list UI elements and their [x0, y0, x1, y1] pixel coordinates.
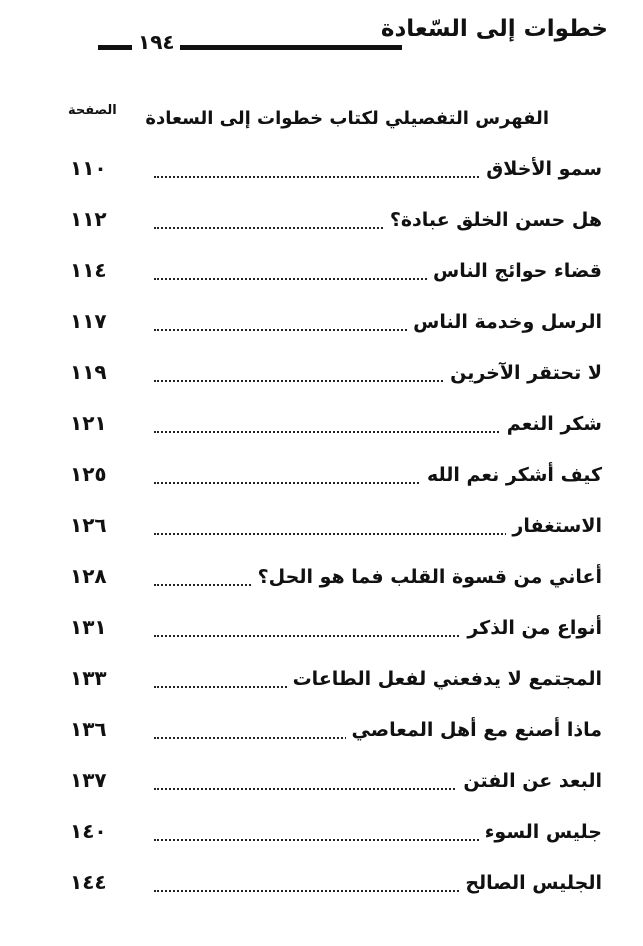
toc-entry-title: كيف أشكر نعم الله — [421, 464, 602, 486]
toc-entry-title: لا تحتقر الآخرين — [444, 362, 602, 384]
toc-entry-title: أنواع من الذكر — [461, 617, 602, 639]
toc-entry-title: هل حسن الخلق عبادة؟ — [384, 209, 602, 231]
toc-entry — [62, 813, 602, 864]
toc-list — [62, 150, 602, 915]
toc-entry — [62, 303, 602, 354]
running-header — [98, 14, 610, 54]
page-number: ١٩٤ — [138, 30, 175, 54]
toc-entry-title: سمو الأخلاق — [480, 158, 602, 180]
running-title: خطوات إلى السّعادة — [380, 16, 608, 42]
toc-entry — [62, 711, 602, 762]
toc-entry-page: ١١٠ — [70, 156, 107, 180]
toc-entry-page: ١٣٣ — [70, 666, 107, 690]
toc-entry — [62, 354, 602, 405]
toc-entry — [62, 609, 602, 660]
toc-entry-title: البعد عن الفتن — [457, 770, 602, 792]
toc-entry-page: ١١٩ — [70, 360, 107, 384]
toc-entry-title: المجتمع لا يدفعني لفعل الطاعات — [287, 668, 602, 690]
toc-entry-title: قضاء حوائج الناس — [427, 260, 602, 282]
toc-entry-page: ١٢١ — [70, 411, 107, 435]
toc-entry-page: ١٤٠ — [70, 819, 107, 843]
toc-entry-page: ١٢٦ — [70, 513, 107, 537]
toc-entry-title: الجليس الصالح — [459, 872, 602, 894]
toc-entry — [62, 762, 602, 813]
toc-entry-page: ١٢٨ — [70, 564, 107, 588]
toc-entry — [62, 201, 602, 252]
toc-entry-title: الرسل وخدمة الناس — [407, 311, 602, 333]
toc-entry — [62, 150, 602, 201]
toc-entry-title: شكر النعم — [501, 413, 602, 435]
toc-heading: الفهرس التفصيلي لكتاب خطوات إلى السعادة — [145, 108, 549, 129]
toc-entry-page: ١٤٤ — [70, 870, 107, 894]
toc-entry — [62, 507, 602, 558]
toc-entry-page: ١٣٧ — [70, 768, 107, 792]
header-rule-short — [98, 45, 132, 50]
header-rule — [180, 45, 402, 50]
toc-entry — [62, 252, 602, 303]
toc-entry — [62, 456, 602, 507]
toc-entry-page: ١٣١ — [70, 615, 107, 639]
toc-entry-page: ١٣٦ — [70, 717, 107, 741]
toc-entry-title: الاستغفار — [506, 515, 602, 537]
page-column-label: الصفحة — [68, 103, 117, 118]
toc-entry — [62, 660, 602, 711]
toc-entry-page: ١١٤ — [70, 258, 107, 282]
toc-entry — [62, 864, 602, 915]
toc-entry — [62, 405, 602, 456]
toc-entry-title: أعاني من قسوة القلب فما هو الحل؟ — [252, 566, 602, 588]
toc-entry-page: ١١٧ — [70, 309, 107, 333]
toc-entry — [62, 558, 602, 609]
toc-entry-page: ١١٢ — [70, 207, 107, 231]
toc-entry-title: ماذا أصنع مع أهل المعاصي — [346, 719, 602, 741]
toc-entry-page: ١٢٥ — [70, 462, 107, 486]
toc-entry-title: جليس السوء — [479, 821, 602, 843]
